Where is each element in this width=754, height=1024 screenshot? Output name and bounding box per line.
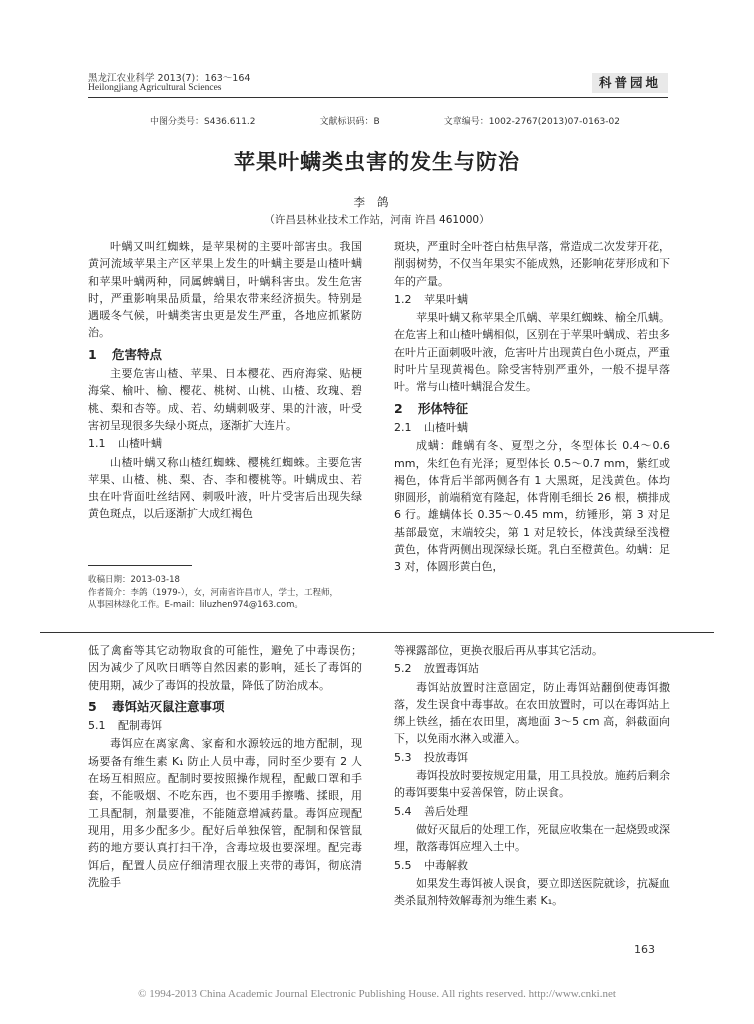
section-paragraph: 毒饵站放置时注意固定，防止毒饵站翻倒使毒饵撒落，发生误食中毒事故。在农田放置时，可以在毒饵站上绑上铁丝，插在农田里，离地面 3～5 cm 高，斜截面向下，以免雨水淋入或灌入。	[394, 680, 670, 746]
column-right-top	[394, 238, 670, 576]
author-bio-cont: 从事园林绿化工作。E-mail：liluzhen974@163.com。	[88, 600, 303, 610]
received-date: 收稿日期：2013-03-18	[88, 575, 180, 585]
column-tag: 科普园地	[592, 73, 668, 93]
subsection-heading: 5.2 放置毒饵站	[394, 662, 479, 676]
section-paragraph: 成螨：雌螨有冬、夏型之分，冬型体长 0.4～0.6 mm，朱红色有光泽；夏型体长 0.5～0.7 mm，紫红或褐色，体背后半部两侧各有 1 大黑斑，足浅黄色。体均卵圆形，前端稍宽有隆起，体背刚毛细长 26 根，横排成 6 行。雄螨体长 0.35～0.45 mm，纺锤形，第 3 对足基部最宽，末端较尖，第 1 对足较长，体浅黄绿至浅橙黄色，体背两侧出现深绿长斑。乳白至橙黄色。幼螨：足 3 对，体圆形黄白色，	[394, 439, 670, 574]
class-number: 中图分类号：S436.611.2	[150, 117, 256, 127]
column-right-bottom	[394, 642, 670, 909]
section-paragraph: 如果发生毒饵被人误食，要立即送医院就诊，抗凝血类杀鼠剂特效解毒剂为维生素 K₁。	[394, 876, 670, 908]
section-heading: 2 形体特征	[394, 400, 469, 416]
article-meta	[150, 114, 620, 127]
intro-paragraph: 叶螨又叫红蜘蛛，是苹果树的主要叶部害虫。我国黄河流域苹果主产区苹果上发生的叶螨主要是山楂叶螨和苹果叶螨两种，同属蜱螨目，叶螨科害虫。发生危害时，严重影响果品质量，给果农带来经济损失。特别是遇暖冬气候，叶螨类害虫更是发生严重，各地应抓紧防治。	[88, 240, 362, 340]
section-paragraph: 山楂叶螨又称山楂红蜘蛛、樱桃红蜘蛛。主要危害苹果、山楂、桃、梨、杏、李和樱桃等。叶螨成虫、若虫在叶背面吐丝结网、刺吸叶液，叶片受害后出现失绿黄色斑点，以后逐渐扩大成红褐色	[88, 455, 362, 521]
footnote-rule	[88, 565, 192, 566]
journal-name-en: Heilongjiang Agricultural Sciences	[88, 83, 222, 93]
author-bio: 作者简介：李鸽（1979-），女，河南省许昌市人，学士，工程师，	[88, 587, 338, 598]
page-divider	[40, 632, 714, 633]
subsection-heading: 1.2 苹果叶螨	[394, 292, 468, 306]
footnote	[88, 574, 362, 612]
continued-paragraph: 低了禽畜等其它动物取食的可能性，避免了中毒误伤；因为减少了风吹日晒等自然因素的影响，延长了毒饵的使用期，减少了毒饵的投放量，降低了防治成本。	[88, 644, 362, 692]
column-left-bottom	[88, 642, 362, 891]
article-number: 文章编号：1002-2767(2013)07-0163-02	[443, 117, 620, 127]
subsection-heading: 2.1 山楂叶螨	[394, 420, 468, 434]
page-number: 163	[634, 943, 655, 956]
subsection-heading: 5.5 中毒解救	[394, 858, 468, 872]
section-paragraph: 做好灭鼠后的处理工作，死鼠应收集在一起烧毁或深埋，散落毒饵应埋入土中。	[394, 822, 670, 854]
subsection-heading: 5.1 配制毒饵	[88, 719, 162, 733]
section-paragraph: 毒饵投放时要按规定用量，用工具投放。施药后剩余的毒饵要集中妥善保管，防止误食。	[394, 769, 670, 800]
journal-name-cn: 黑龙江农业科学 2013(7)：163～164	[88, 73, 251, 84]
affiliation: （许昌县林业技术工作站，河南 许昌 461000）	[264, 214, 490, 226]
section-paragraph: 毒饵应在离家禽、家畜和水源较远的地方配制，现场要备有维生素 K₁ 防止人员中毒，同时至少要有 2 人在场互相照应。配制时要按照操作规程，配戴口罩和手套，不能吸烟、不吃东西，也不要用手擦嘴、揉眼，用工具配制，剂量要准，不能随意增减药量。毒饵应现配现用，用多少配多少。配好后单独保管，配制和保管鼠药的地方要认真打扫干净，含毒垃圾也要深埋。配完毒饵后，配置人员应仔细清理衣服上夹带的毒饵，彻底清洗脸手	[88, 737, 362, 889]
continued-paragraph: 等裸露部位，更换衣服后再从事其它活动。	[394, 644, 603, 657]
document-code: 文献标识码：B	[319, 117, 380, 127]
copyright-footer: © 1994-2013 China Academic Journal Electronic Publishing House. All rights reserved. http://www.cnki.net	[138, 988, 616, 1000]
section-paragraph: 主要危害山楂、苹果、日本樱花、西府海棠、贴梗海棠、榆叶、榆、樱花、桃树、山桃、山楂、玫瑰、碧桃、梨和杏等。成、若、幼螨刺吸芽、果的汁液，叶受害初呈现很多失绿小斑点，逐渐扩大连片。	[88, 367, 362, 432]
subsection-heading: 5.4 善后处理	[394, 804, 468, 818]
section-heading: 1 危害特点	[88, 346, 163, 362]
column-left-top	[88, 238, 362, 523]
section-heading: 5 毒饵站灭鼠注意事项	[88, 698, 225, 714]
author: 李鸽	[353, 195, 401, 209]
section-paragraph: 苹果叶螨又称苹果全爪螨、苹果红蜘蛛、榆全爪螨。在危害上和山楂叶螨相似，区别在于苹果叶螨成、若虫多在叶片正面刺吸叶液，危害叶片出现黄白色小斑点，严重时叶片呈现黄褐色。除受害特别严重外，一般不提早落叶。常与山楂叶螨混合发生。	[394, 311, 670, 394]
subsection-heading: 5.3 投放毒饵	[394, 750, 468, 764]
continued-paragraph: 斑块，严重时全叶苍白枯焦早落，常造成二次发芽开花，削弱树势，不仅当年果实不能成熟，还影响花芽形成和下年的产量。	[394, 240, 670, 288]
article-title: 苹果叶螨类虫害的发生与防治	[234, 150, 520, 174]
header-rule	[88, 97, 668, 98]
subsection-heading: 1.1 山楂叶螨	[88, 437, 162, 451]
